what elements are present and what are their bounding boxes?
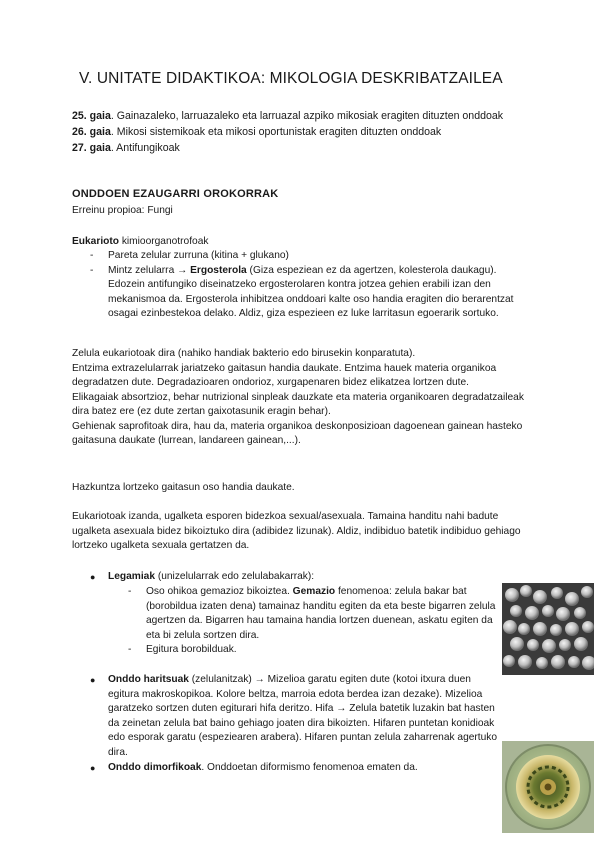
topic-item: 27. gaia. Antifungikoak <box>72 142 180 154</box>
kingdom-line: Erreinu propioa: Fungi <box>72 205 173 216</box>
fungal-colony-petri-dish <box>502 741 594 833</box>
paragraph-growth: Hazkuntza lortzeko gaitasun oso handia daukate. <box>72 482 295 493</box>
page-title: V. UNITATE DIDAKTIKOA: MIKOLOGIA DESKRIBATZAILEA <box>79 70 503 87</box>
paragraph-reproduction: Eukariotoak izanda, ugalketa esporen bidezkoa sexual/asexuala. Tamaina handitu nahi badute ugalketa asexuala bidez bikoiztuko dira (adibidez lizunak). Aldiz, indibiduo batetik indibiduo gehiago lortzeko ugalketa sexuala gertatzen da. <box>72 511 521 551</box>
bullet-onddo-haritsuak: ● Onddo haritsuak (zelulanitzak) → Mizelioa garatu egiten dute (kotoi itxura duen egitura makroskopikoa. Kolore beltza, marroia edota berdea izan dezake). Mizelioa garatzeko sortzen duten egiturari hifa deritzo. Hifa → Zelula batetik luzakin bat hasten da zeinetan zelula bat baino gehiago joaten dira bikoizten. Hifaren puntetan konidioak edo esporak garatu (espeziearen arabera). Hifaren puntan zelula zaharrenak agertuko dira. <box>90 674 498 758</box>
topic-list <box>72 108 532 156</box>
bullet-legamiak: ● Legamiak (unizelularrak edo zelulabakarrak): <box>90 571 315 582</box>
yeast-cells-micrograph <box>502 583 594 675</box>
section-heading: ONDDOEN EZAUGARRI OROKORRAK <box>72 188 279 200</box>
eukaryote-line: Eukarioto kimioorganotrofoak <box>72 236 209 247</box>
paragraph-characteristics: Zelula eukariotoak dira (nahiko handiak bakterio edo birusekin konparatuta). Entzima extrazelularrak jariatzeko gaitasun handia daukate. Entzima hauek materia organikoa degradatzen dute. Degradazioaren ondorioz, xurgapenaren bidez elikatzea lortzen dute. Elikagaiak absortzioz, behar nutrizional sinpleak dauzkate eta materia organikoaren degradatzaileak dira batez ere (ez dute zertan gaixotasunik eragin behar). Gehienak saprofitoak dira, hau da, materia organikoa deskonposizioan dagoenean gainean hasteko gaitasuna daukate (lurrean, landareen gainean,...). <box>72 348 524 446</box>
topic-item: 25. gaia. Gainazaleko, larruazaleko eta larruazal azpiko mikosiak eragiten dituzten onddoak <box>72 110 504 122</box>
legamiak-sub-shape: - Egitura borobilduak. <box>128 644 237 655</box>
legamiak-sub-budding: - Oso ohikoa gemazioz bikoiztea. Gemazio fenomenoa: zelula bakar bat (borobildua izaten dena) tamainaz handitu egiten da eta beste bigarren zelula agertzen da. Bigarren hau tamaina handia lortzen duenean, askatu egiten da eta bi zelula sortzen dira. <box>128 586 496 641</box>
list-item: - Mintz zelularra → Ergosterola (Giza espeziean ez da agertzen, kolesterola daukagu). Edozein antifungiko diseinatzeko ergosterolaren kontra jotzea gehien erabili izan den mekanismoa da. Ergosterola inhibitzea onddoari kalte oso handia eragiten dio berarentzat osagai ezinbestekoa delako. Aldiz, giza espezieen ez luke larritasun egoerarik sortuko. <box>90 264 514 319</box>
topic-item: 26. gaia. Mikosi sistemikoak eta mikosi oportunistak eragiten dituzten onddoak <box>72 126 442 138</box>
list-item: - Pareta zelular zurruna (kitina + glukano) <box>90 250 289 261</box>
cell-features-list <box>90 249 530 322</box>
bullet-onddo-dimorfikoak: ● Onddo dimorfikoak. Onddoetan diformismo fenomenoa ematen da. <box>90 762 418 773</box>
